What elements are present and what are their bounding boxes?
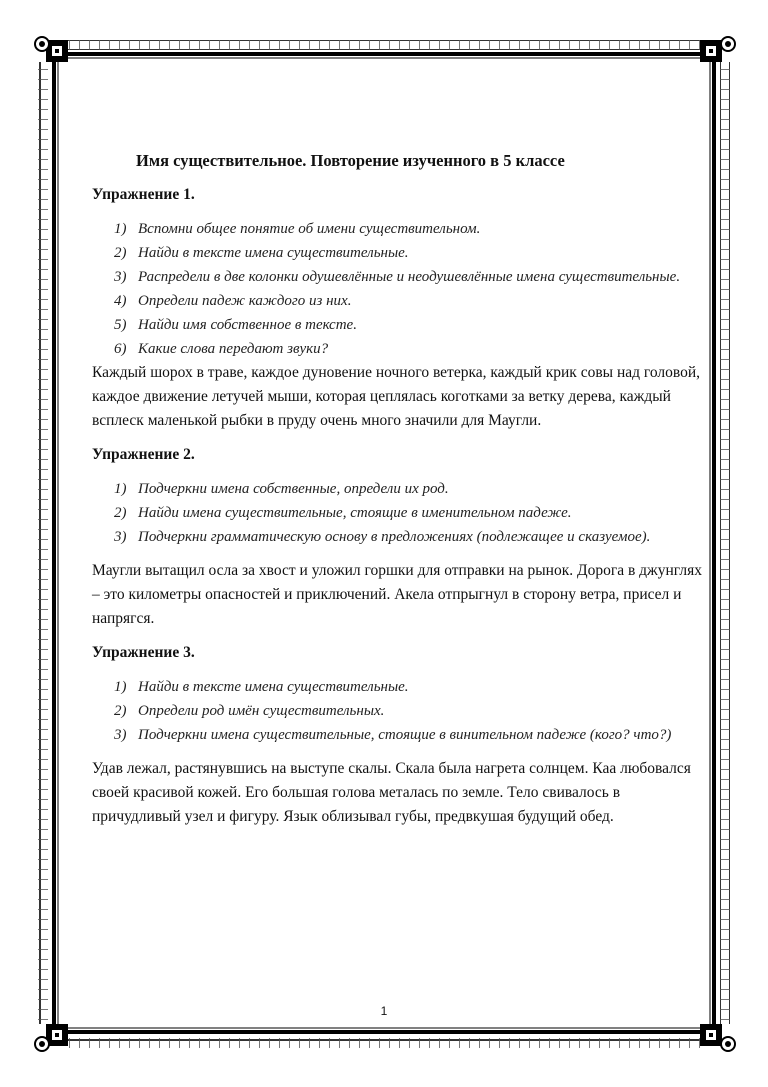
task-item <box>92 265 698 289</box>
task-item <box>92 723 698 747</box>
task-item <box>92 217 698 241</box>
task-number: 2) <box>114 505 127 521</box>
exercise-heading: Упражнение 2. <box>92 446 195 463</box>
exercise-heading: Упражнение 3. <box>92 644 195 661</box>
task-number: 1) <box>114 481 127 497</box>
page-title: Имя существительное. Повторение изученного в 5 классе <box>136 151 565 170</box>
task-number: 5) <box>114 317 127 333</box>
exercise-text: Маугли вытащил осла за хвост и уложил горшки для отправки на рынок. Дорога в джунглях – это километры опасностей и приключений. Акела отпрыгнул в сторону ветра, присел и напрягся. <box>92 562 702 627</box>
task-text: Найди в тексте имена существительные. <box>138 679 409 695</box>
task-text: Найди имена существительные, стоящие в именительном падеже. <box>138 505 572 521</box>
exercise-2 <box>92 443 712 631</box>
task-text: Распредели в две колонки одушевлённые и неодушевлённые имена существительные. <box>138 269 681 285</box>
task-number: 6) <box>114 341 127 357</box>
task-number: 3) <box>114 529 127 545</box>
corner-ornament-top-right-icon <box>700 37 735 62</box>
task-text: Подчеркни имена собственные, определи их род. <box>138 481 449 497</box>
task-text: Подчеркни грамматическую основу в предложениях (подлежащее и сказуемое). <box>138 529 651 545</box>
task-text: Подчеркни имена существительные, стоящие в винительном падеже (кого? что?) <box>138 727 672 743</box>
task-list <box>92 217 712 361</box>
task-text: Найди имя собственное в тексте. <box>138 317 357 333</box>
task-number: 2) <box>114 245 127 261</box>
task-item <box>92 501 698 525</box>
task-number: 2) <box>114 703 127 719</box>
task-number: 1) <box>114 679 127 695</box>
task-text: Найди в тексте имена существительные. <box>138 245 409 261</box>
task-number: 3) <box>114 727 127 743</box>
exercise-1 <box>92 183 712 433</box>
task-text: Какие слова передают звуки? <box>138 341 329 357</box>
exercise-text: Каждый шорох в траве, каждое дуновение ночного ветерка, каждый крик совы над головой, каждое движение летучей мыши, которая цеплялась коготками за ветку дерева, каждый всплеск маленькой рыбки в пруду очень много значили для Маугли. <box>92 364 701 429</box>
task-list <box>92 675 712 747</box>
exercise-3 <box>92 641 712 829</box>
exercise-text: Удав лежал, растянувшись на выступе скалы. Скала была нагрета солнцем. Каа любовался своей красивой кожей. Его большая голова металась по земле. Тело свивалось в причудливый узел и фигуру. Язык облизывал губы, предвкушая будущий обед. <box>92 760 691 825</box>
task-text: Определи падеж каждого из них. <box>138 293 352 309</box>
task-item <box>92 313 698 337</box>
task-text: Вспомни общее понятие об имени существительном. <box>138 221 481 237</box>
task-number: 4) <box>114 293 127 309</box>
task-item <box>92 289 698 313</box>
task-number: 3) <box>114 269 127 285</box>
task-item <box>92 699 698 723</box>
document-body <box>92 143 712 839</box>
task-item <box>92 241 698 265</box>
task-item <box>92 477 698 501</box>
task-list <box>92 477 712 549</box>
task-item <box>92 337 698 361</box>
corner-ornament-top-left-icon <box>35 37 68 62</box>
page-number: 1 <box>380 1004 388 1018</box>
task-text: Определи род имён существительных. <box>138 703 385 719</box>
task-item <box>92 525 698 549</box>
exercise-heading: Упражнение 1. <box>92 186 195 203</box>
task-item <box>92 675 698 699</box>
task-number: 1) <box>114 221 127 237</box>
